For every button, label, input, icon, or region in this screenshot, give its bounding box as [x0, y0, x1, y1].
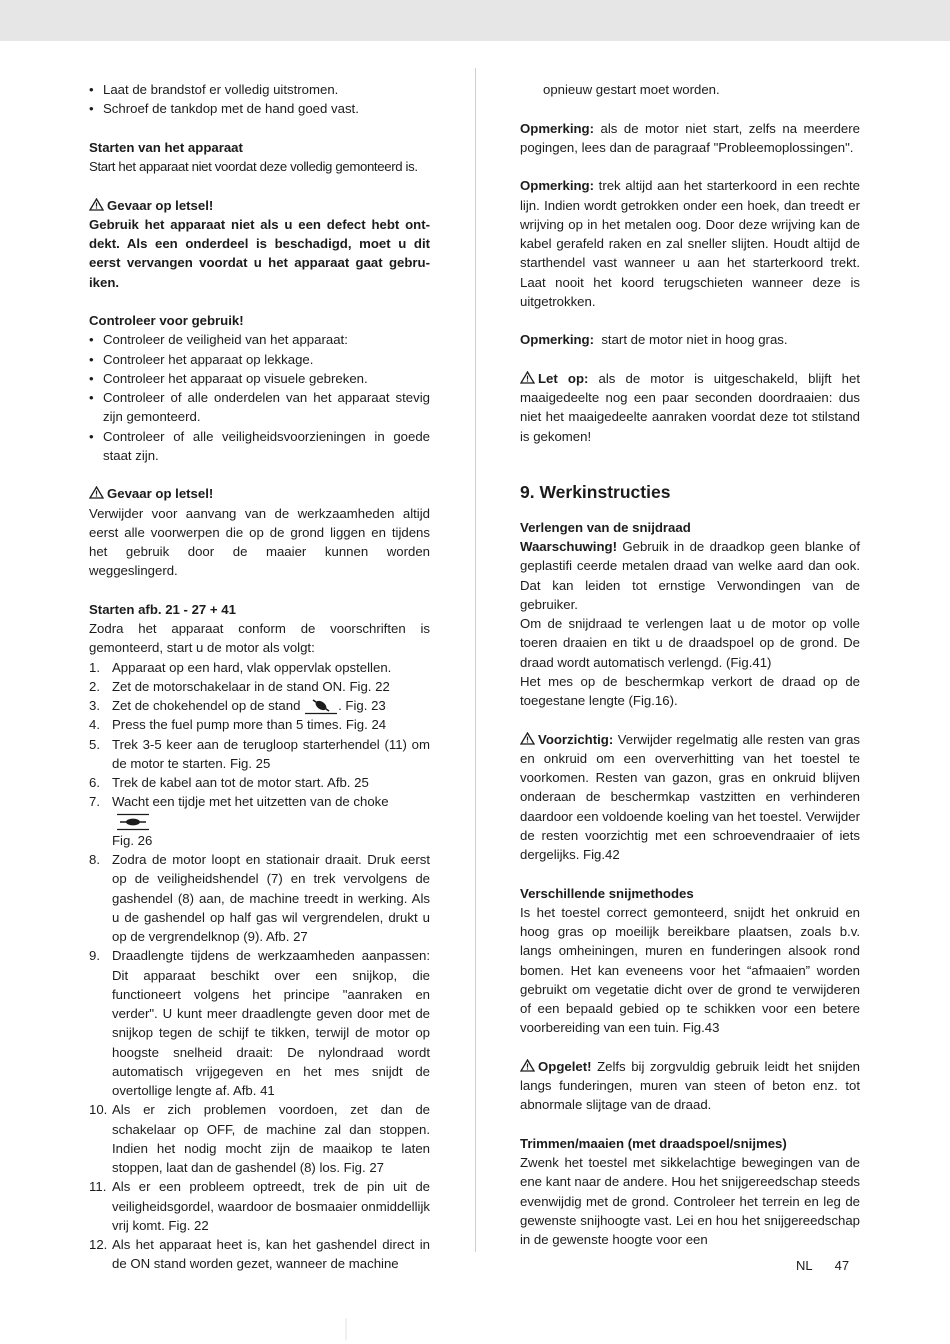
verlengen-heading: Verlengen van de snijdraad — [520, 519, 691, 535]
trimmen-text: Zwenk het toestel met sikkelachtige bewegingen van de ene kant naar de andere. Hou het snijgereedschap steeds evenwijdig met de grond. Controleer het terrein en leg de gewenste snijhoogte vast. Lei en hou het snijgereedschap in de gewenste hoogte voor een — [520, 1155, 860, 1247]
warning-triangle-icon — [89, 198, 104, 211]
list-item: 6. Trek de kabel aan tot de motor start. Afb. 25 — [89, 775, 369, 790]
list-item: • Controleer het apparaat op lekkage. — [89, 350, 430, 369]
right-column — [520, 80, 860, 1249]
note-3: Opmerking: start de motor niet in hoog gras. — [520, 332, 788, 348]
page-footer — [796, 1258, 849, 1273]
verlengen-paragraph-3: Het mes op de beschermkap verkort de draad op de toegestane lengte (Fig.16). — [520, 673, 860, 708]
waarschuwing-text: Waarschuwing! Gebruik in de draadkop geen blanke of geplastifi ceerde metalen draad van welke aard dan ook. Dat kan leiden tot ernstige Verwondingen van de gebruiker. — [520, 539, 860, 612]
list-item: • Controleer of alle onderdelen van het apparaat stevig zijn gemonteerd. — [89, 388, 430, 427]
start-text: Start het apparaat niet voordat deze volledig gemonteerd is. — [89, 159, 418, 174]
list-item: 11. Als er een probleem optreedt, trek de pin uit de veiligheidsgordel, waardoor de bosmaaier onmiddellijk vrij komt. Fig. 22 — [89, 1179, 430, 1233]
list-item: • Controleer of alle veiligheidsvoorzieningen in goede staat zijn. — [89, 427, 430, 466]
warning-triangle-icon — [520, 371, 535, 384]
warning-triangle-icon — [520, 732, 535, 745]
opgelet-note: Opgelet! Zelfs bij zorgvuldig gebruik leidt het snijden langs funderingen, muren van steen of beton enz. tot abnormale slijtage van de draad. — [520, 1058, 860, 1113]
list-item: • Controleer het apparaat op visuele gebreken. — [89, 369, 430, 388]
section-title: 9. Werkinstructies — [520, 481, 671, 502]
starten-heading: Starten afb. 21 - 27 + 41 — [89, 601, 236, 617]
list-item: 1. Apparaat op een hard, vlak oppervlak opstellen. — [89, 659, 392, 675]
danger-heading-1 — [89, 196, 430, 215]
column-divider — [475, 68, 476, 1252]
danger-heading-label: Gevaar op letsel! — [107, 486, 214, 502]
warning-triangle-icon — [89, 486, 104, 499]
voorzichtig-note: Voorzichtig: Verwijder regelmatig alle resten van gras en onkruid om een oververhitting van het toestel te voorkomen. Resten van gazon, gras en onkruid blijven onderaan de beschermkap vastzitten en verhinderen daardoor een voldoende koeling van het toestel. Verwijder de resten voorzichtig met een schroevendraaier of iets dergelijks. Fig.42 — [520, 731, 860, 862]
list-item: 8. Zodra de motor loopt en stationair draait. Druk eerst op de veiligheidshendel (7) en trek vervolgens de gashendel (8) aan, de machine treedt in werking. Als u de gashendel op half gas wil vergrendelen, drukt u op de vergrendelknop (9). Afb. 27 — [89, 852, 430, 944]
top-bar — [0, 0, 950, 41]
list-item: 12. Als het apparaat heet is, kan het gashendel direct in de ON stand worden gezet, wanneer de machine — [89, 1237, 430, 1272]
list-item: 5. Trek 3-5 keer aan de terugloop starterhendel (11) om de motor te starten. Fig. 25 — [89, 736, 430, 771]
trimmen-heading: Trimmen/maaien (met draadspoel/snijmes) — [520, 1135, 787, 1151]
page-number: 47 — [834, 1258, 850, 1273]
fuel-bullet-list — [89, 80, 430, 119]
scan-artifact — [345, 1318, 347, 1340]
check-heading: Controleer voor gebruik! — [89, 313, 244, 328]
note-2: Opmerking: trek altijd aan het starterkoord in een rechte lijn. Indien wordt getrokken onder een hoek, dan treedt er wrijving op in het metalen oog. Door deze wrijving kan de kabel gerafeld raken en zal sneller slijten. Houdt altijd de starthendel vast wanneer u aan het starterkoord trekt. Laat nooit het koord terugschieten wanneer deze is uitgetrokken. — [520, 178, 860, 309]
list-item: 9. Draadlengte tijdens de werkzaamheden aanpassen: Dit apparaat beschikt over een snijkop, die functioneert volgens het principe "aanraken en verder". U kunt meer draadlengte geven door met de snijkop tegen de schijf te tikken, terwijl de motor op hoogste snelheid draait: De nylondraad wordt automatisch vrijgegeven en het mes snijdt de overtollige lengte af. Afb. 41 — [89, 948, 430, 1098]
starten-intro: Zodra het apparaat conform de voorschriften is gemonteerd, start u de motor als volgt: — [89, 621, 430, 656]
warning-triangle-icon — [520, 1059, 535, 1072]
check-list — [89, 330, 430, 465]
start-steps-list — [89, 658, 430, 1274]
continuation-text: opnieuw gestart moet worden. — [543, 82, 720, 97]
language-code: NL — [796, 1258, 813, 1273]
list-item: • Schroef de tankdop met de hand goed vast. — [89, 99, 430, 118]
methodes-text: Is het toestel correct gemonteerd, snijdt het onkruid en hoog gras op moeilijk bereikbare plaatsen, zoals b.v. langs omheiningen, muren en funderingen alsook rond bomen. Het kan eveneens voor het “afmaaien” worden gebruikt om vegetatie dicht over de grond te verwijderen of een bepaald gebied op te schikken voor een betere voorbereiding van een tuin. Fig.43 — [520, 904, 860, 1036]
danger-text-1: Gebruik het apparaat niet als u een defect hebt ont-dekt. Als een onderdeel is beschadigd, moet u dit eerst vervangen voordat u het apparaat gaat gebru-iken. — [89, 216, 430, 290]
let-op-note: Let op: als de motor is uitgeschakeld, blijft het maaigedeelte nog een paar seconden doordraaien: dus niet het maaigedeelte aanraken voordat deze tot stilstand is gekomen! — [520, 370, 861, 444]
methodes-heading: Verschillende snijmethodes — [520, 885, 694, 901]
choke-closed-icon — [304, 697, 338, 715]
list-item: 2. Zet de motorschakelaar in de stand ON. Fig. 22 — [89, 678, 390, 694]
list-item: 7. Wacht een tijdje met het uitzetten van de choke Fig. 26 — [89, 794, 389, 848]
choke-open-icon — [116, 813, 150, 831]
left-column — [89, 80, 430, 1274]
list-item: 3. Zet de chokehendel op de stand . Fig. 23 — [89, 698, 386, 713]
danger-heading-label: Gevaar op letsel! — [107, 197, 214, 213]
list-item: 4. Press the fuel pump more than 5 times. Fig. 24 — [89, 717, 387, 733]
list-item: • Laat de brandstof er volledig uitstromen. — [89, 80, 430, 99]
list-item: • Controleer de veiligheid van het apparaat: — [89, 330, 430, 349]
danger-heading-2 — [89, 484, 430, 503]
danger-text-2: Verwijder voor aanvang van de werkzaamheden altijd eerst alle voorwerpen die op de grond liggen en tijdens het gebruik door de maaier kunnen worden weggeslingerd. — [89, 505, 430, 579]
list-item: 10. Als er zich problemen voordoen, zet dan de schakelaar op OFF, de machine zal dan stoppen. Indien het nodig mocht zijn de maaikop te laten stoppen, laat dan de gashendel (8) los. Fig. 27 — [89, 1102, 430, 1175]
note-1: Opmerking: als de motor niet start, zelfs na meerdere pogingen, lees dan de paragraaf "Probleemoplossingen". — [520, 120, 860, 155]
verlengen-paragraph-2: Om de snijdraad te verlengen laat u de motor op volle toeren draaien en tikt u de draadspoel op de grond. De draad wordt automatisch verlengd. (Fig.41) — [520, 616, 860, 670]
start-heading: Starten van het apparaat — [89, 139, 243, 155]
